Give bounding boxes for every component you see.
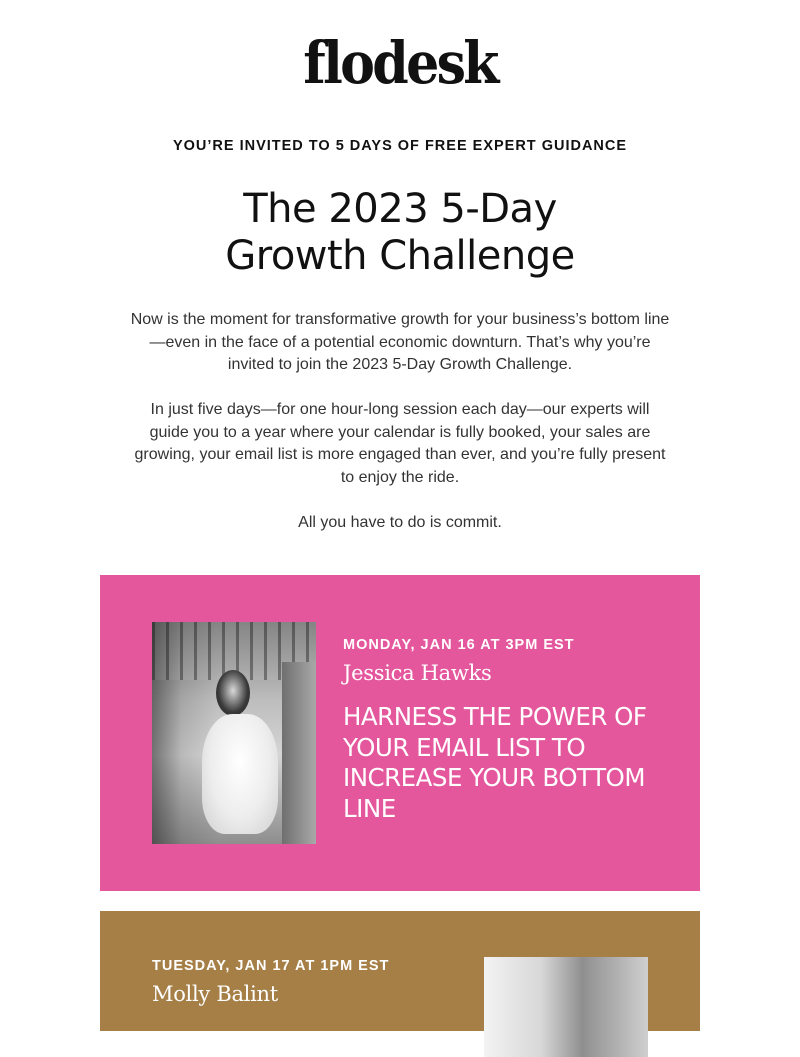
photo-detail <box>282 662 316 844</box>
photo-detail <box>202 714 278 834</box>
photo-detail <box>216 670 250 716</box>
session-date: MONDAY, JAN 16 AT 3PM EST <box>343 637 575 653</box>
headline-line-1: The 2023 5-Day <box>243 186 557 232</box>
intro-paragraph: Now is the moment for transformative growth for your business’s bottom line—even in the face of a potential economic downturn. That’s why you’re invited to join the 2023 5-Day Growth Challenge. <box>130 311 670 373</box>
intro-copy <box>130 309 670 557</box>
session-info <box>343 637 663 824</box>
session-card-tuesday[interactable] <box>100 911 700 1031</box>
headline-line-2: Growth Challenge <box>225 233 575 279</box>
session-card-monday[interactable] <box>100 575 700 891</box>
speaker-photo <box>484 957 648 1057</box>
invite-eyebrow: YOU’RE INVITED TO 5 DAYS OF FREE EXPERT GUIDANCE <box>172 138 628 154</box>
flodesk-logo[interactable]: flodesk <box>303 29 497 97</box>
speaker-name: Molly Balint <box>152 982 278 1006</box>
session-title[interactable]: HARNESS THE POWER OF YOUR EMAIL LIST TO INCREASE YOUR BOTTOM LINE <box>343 702 647 823</box>
speaker-name: Jessica Hawks <box>343 661 492 685</box>
speaker-photo <box>152 622 316 844</box>
intro-paragraph: All you have to do is commit. <box>298 513 502 531</box>
session-info <box>152 958 472 1006</box>
intro-paragraph: In just five days—for one hour-long session each day—our experts will guide you to a year where your calendar is fully booked, your sales are growing, your email list is more engaged than ever, and you’re fully present to enjoy the ride. <box>134 401 666 486</box>
page-title <box>150 186 650 280</box>
session-date: TUESDAY, JAN 17 AT 1PM EST <box>152 958 390 974</box>
